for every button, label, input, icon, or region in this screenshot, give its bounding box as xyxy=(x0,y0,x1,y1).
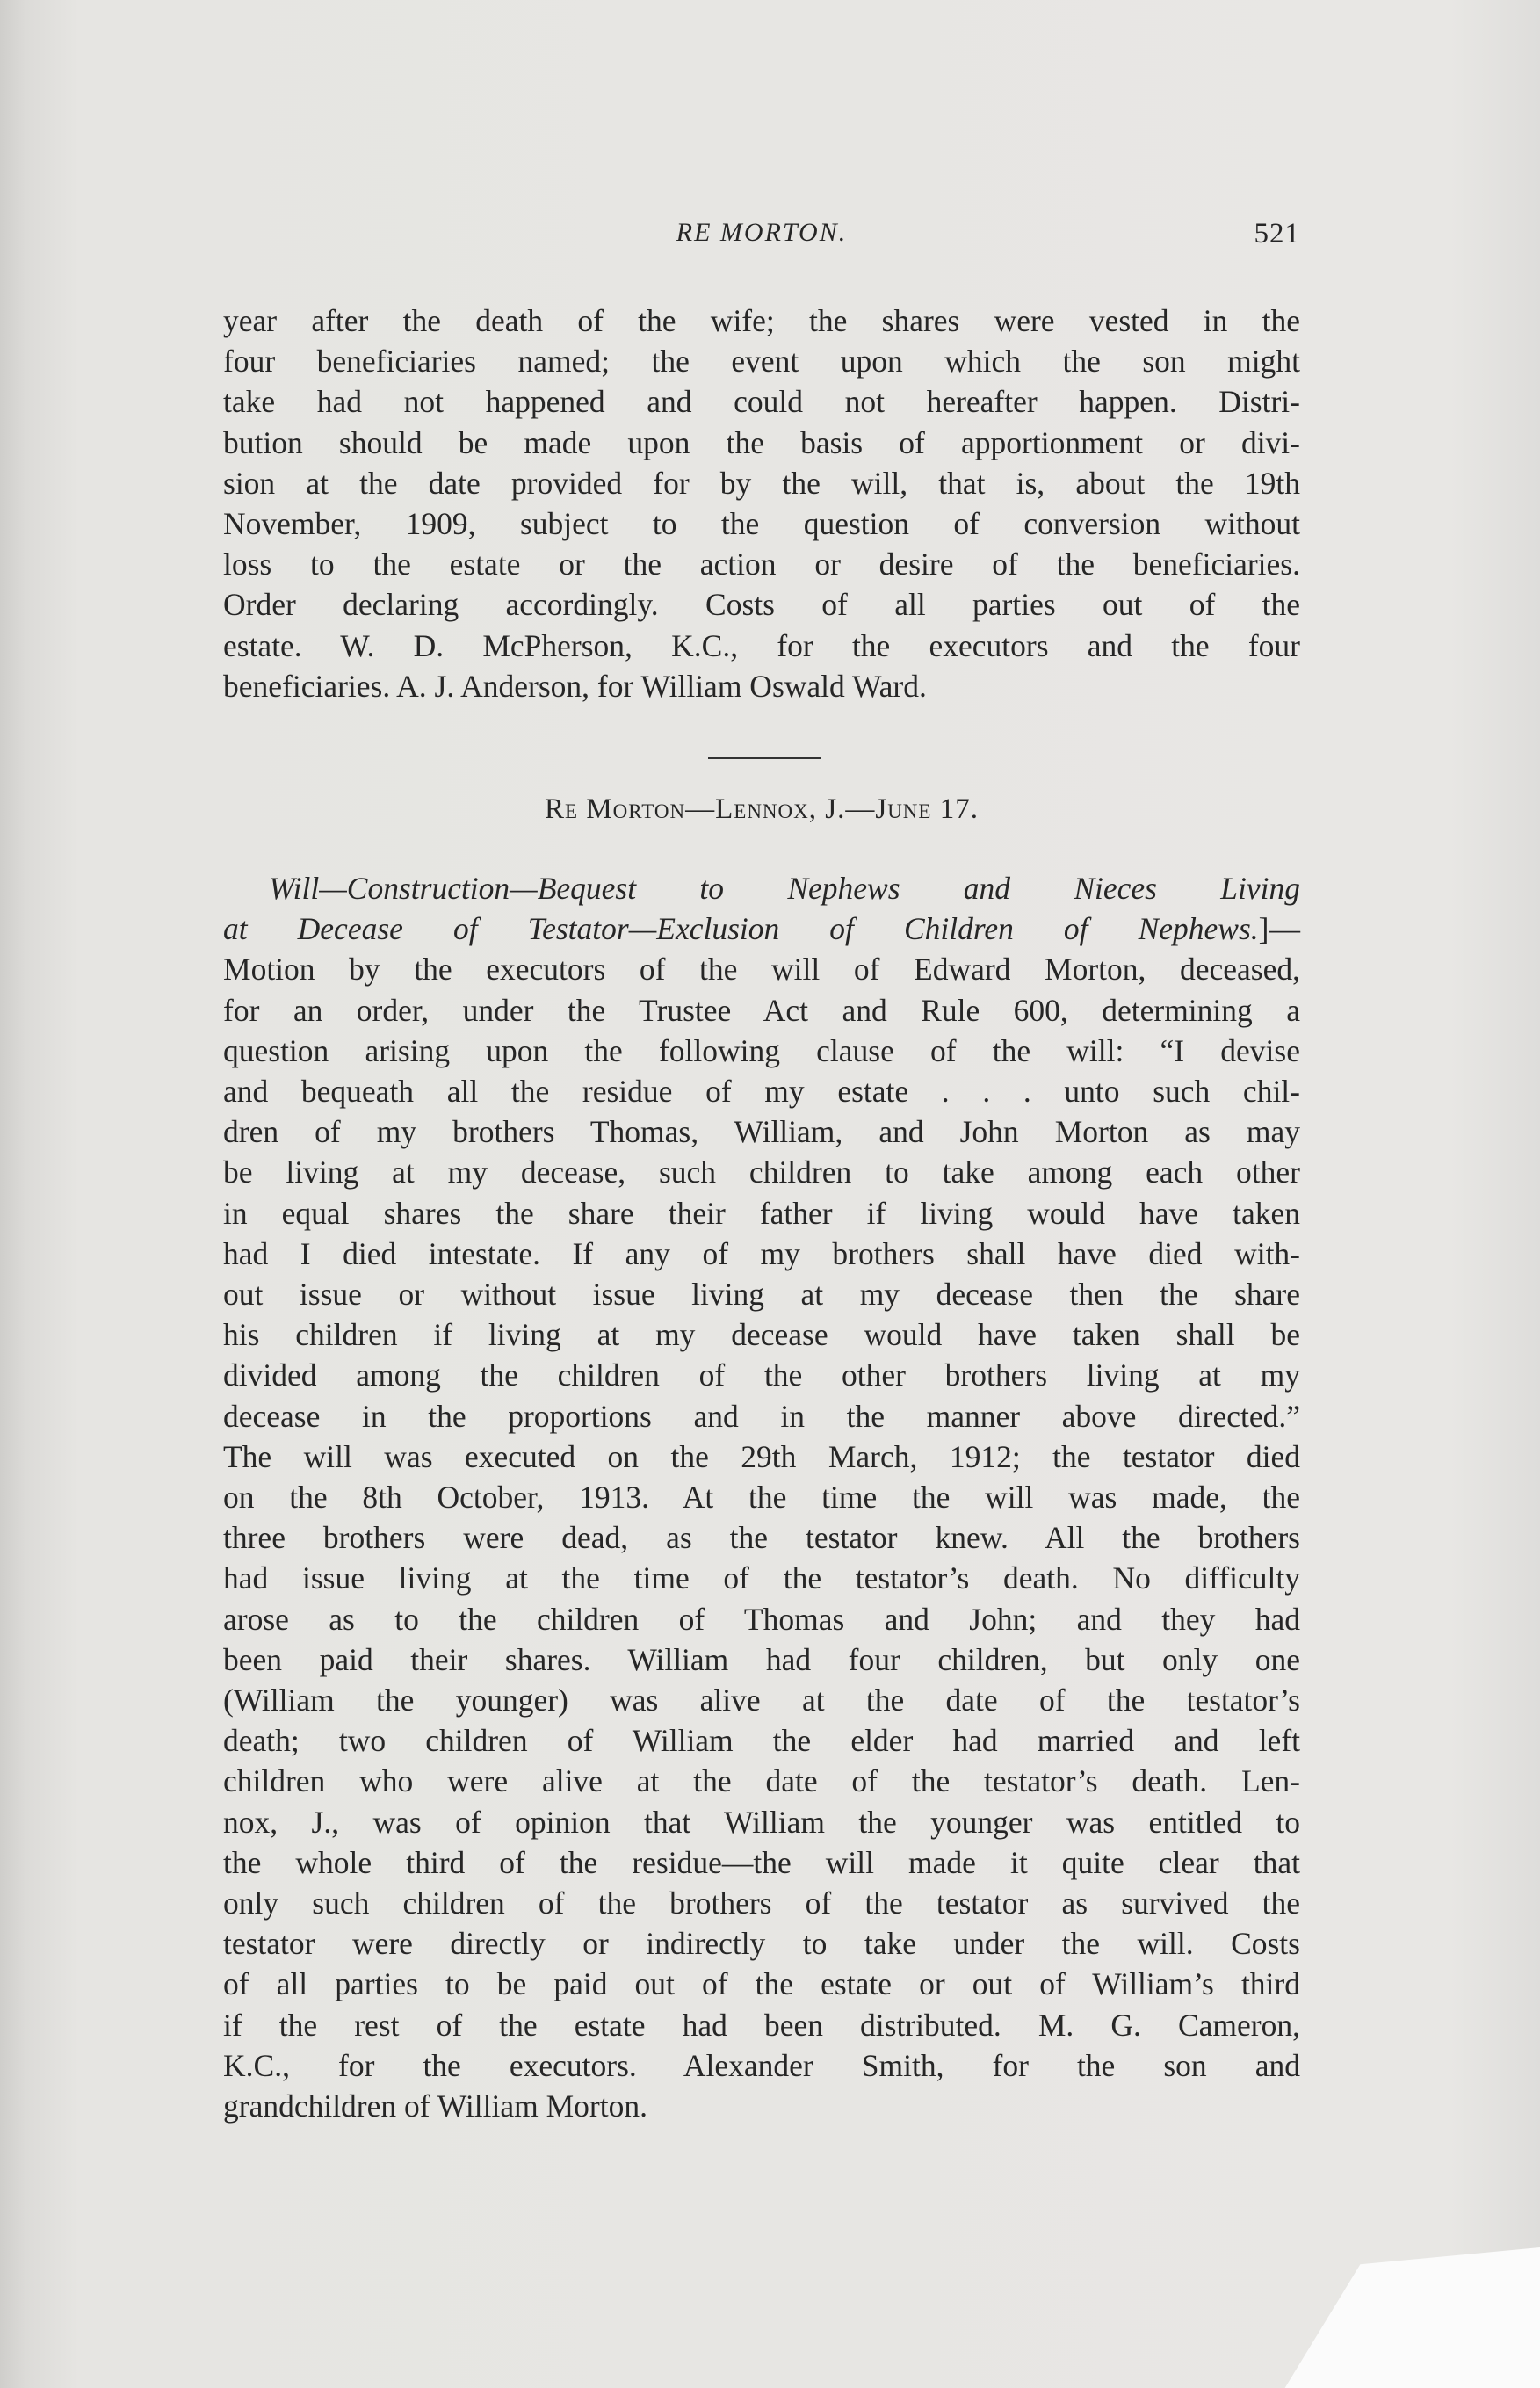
page-number: 521 xyxy=(1254,218,1300,250)
text-line: of all parties to be paid out of the estate or out of William’s third xyxy=(223,1966,1300,2002)
text-line: take had not happened and could not hereafter happen. Distri- xyxy=(223,384,1300,420)
text-line: sion at the date provided for by the will, that is, about the 19th xyxy=(223,465,1300,501)
text-line: if the rest of the estate had been distributed. M. G. Cameron, xyxy=(223,2007,1300,2043)
text-line: death; two children of William the elder had married and left xyxy=(223,1723,1300,1759)
text-line: dren of my brothers Thomas, William, and John Morton as may xyxy=(223,1114,1300,1150)
text-line: on the 8th October, 1913. At the time the will was made, the xyxy=(223,1480,1300,1516)
text-line: four beneficiaries named; the event upon which the son might xyxy=(223,344,1300,380)
headnote-line xyxy=(223,908,1300,949)
text-line: out issue or without issue living at my decease then the share xyxy=(223,1277,1300,1313)
text-line: only such children of the brothers of the testator as survived the xyxy=(223,1885,1300,1921)
text-line: divided among the children of the other brothers living at my xyxy=(223,1357,1300,1393)
text-line: K.C., for the executors. Alexander Smith, for the son and xyxy=(223,2047,1300,2083)
text-line: (William the younger) was alive at the date of the testator’s xyxy=(223,1682,1300,1719)
case-heading-text: Re Morton—Lennox, J.—June 17. xyxy=(545,793,979,825)
text-line: had issue living at the time of the testator’s death. No difficulty xyxy=(223,1560,1300,1596)
text-line: Motion by the executors of the will of Edward Morton, deceased, xyxy=(223,952,1300,988)
text-line: grandchildren of William Morton. xyxy=(223,2088,647,2124)
text-line: decease in the proportions and in the manner above directed.” xyxy=(223,1398,1300,1434)
text-line: children who were alive at the date of the testator’s death. Len- xyxy=(223,1763,1300,1799)
text-line: November, 1909, subject to the question of conversion without xyxy=(223,506,1300,542)
text-line: be living at my decease, such children to take among each other xyxy=(223,1154,1300,1190)
headnote-tail: ]— xyxy=(1258,911,1300,947)
text-line: Order declaring accordingly. Costs of all parties out of the xyxy=(223,587,1300,623)
text-line: his children if living at my decease would have taken shall be xyxy=(223,1317,1300,1353)
case-heading xyxy=(223,793,1300,826)
text-line: beneficiaries. A. J. Anderson, for William Oswald Ward. xyxy=(223,668,927,704)
paragraph-continued xyxy=(223,300,1300,706)
text-line: testator were directly or indirectly to take under the will. Costs xyxy=(223,1926,1300,1962)
running-title: RE MORTON. xyxy=(676,218,848,247)
text-line: for an order, under the Trustee Act and Rule 600, determining a xyxy=(223,992,1300,1028)
text-line: arose as to the children of Thomas and John; and they had xyxy=(223,1601,1300,1637)
page-corner-tear xyxy=(1250,2247,1540,2388)
section-divider xyxy=(708,757,821,759)
text-line: the whole third of the residue—the will made it quite clear that xyxy=(223,1844,1300,1880)
text-line: nox, J., was of opinion that William the younger was entitled to xyxy=(223,1804,1300,1840)
text-line: year after the death of the wife; the shares were vested in the xyxy=(223,303,1300,338)
text-line: been paid their shares. William had four children, but only one xyxy=(223,1641,1300,1677)
text-line: bution should be made upon the basis of apportionment or divi- xyxy=(223,424,1300,460)
text-line: question arising upon the following clause of the will: “I devise xyxy=(223,1032,1300,1068)
running-head xyxy=(223,218,1300,260)
headnote-italic: at Decease of Testator—Exclusion of Children of Nephews. xyxy=(223,911,1259,947)
text-line: three brothers were dead, as the testator knew. All the brothers xyxy=(223,1520,1300,1556)
text-line: had I died intestate. If any of my brothers shall have died with- xyxy=(223,1235,1300,1271)
headnote-line: Will—Construction—Bequest to Nephews and Nieces Living xyxy=(269,871,1300,906)
text-line: and bequeath all the residue of my estate . . . unto such chil- xyxy=(223,1074,1300,1110)
text-line: in equal shares the share their father if living would have taken xyxy=(223,1195,1300,1231)
text-line: estate. W. D. McPherson, K.C., for the executors and the four xyxy=(223,627,1300,663)
case-paragraph xyxy=(223,868,1300,2126)
text-line: The will was executed on the 29th March, 1912; the testator died xyxy=(223,1438,1300,1474)
text-line: loss to the estate or the action or desire of the beneficiaries. xyxy=(223,546,1300,583)
